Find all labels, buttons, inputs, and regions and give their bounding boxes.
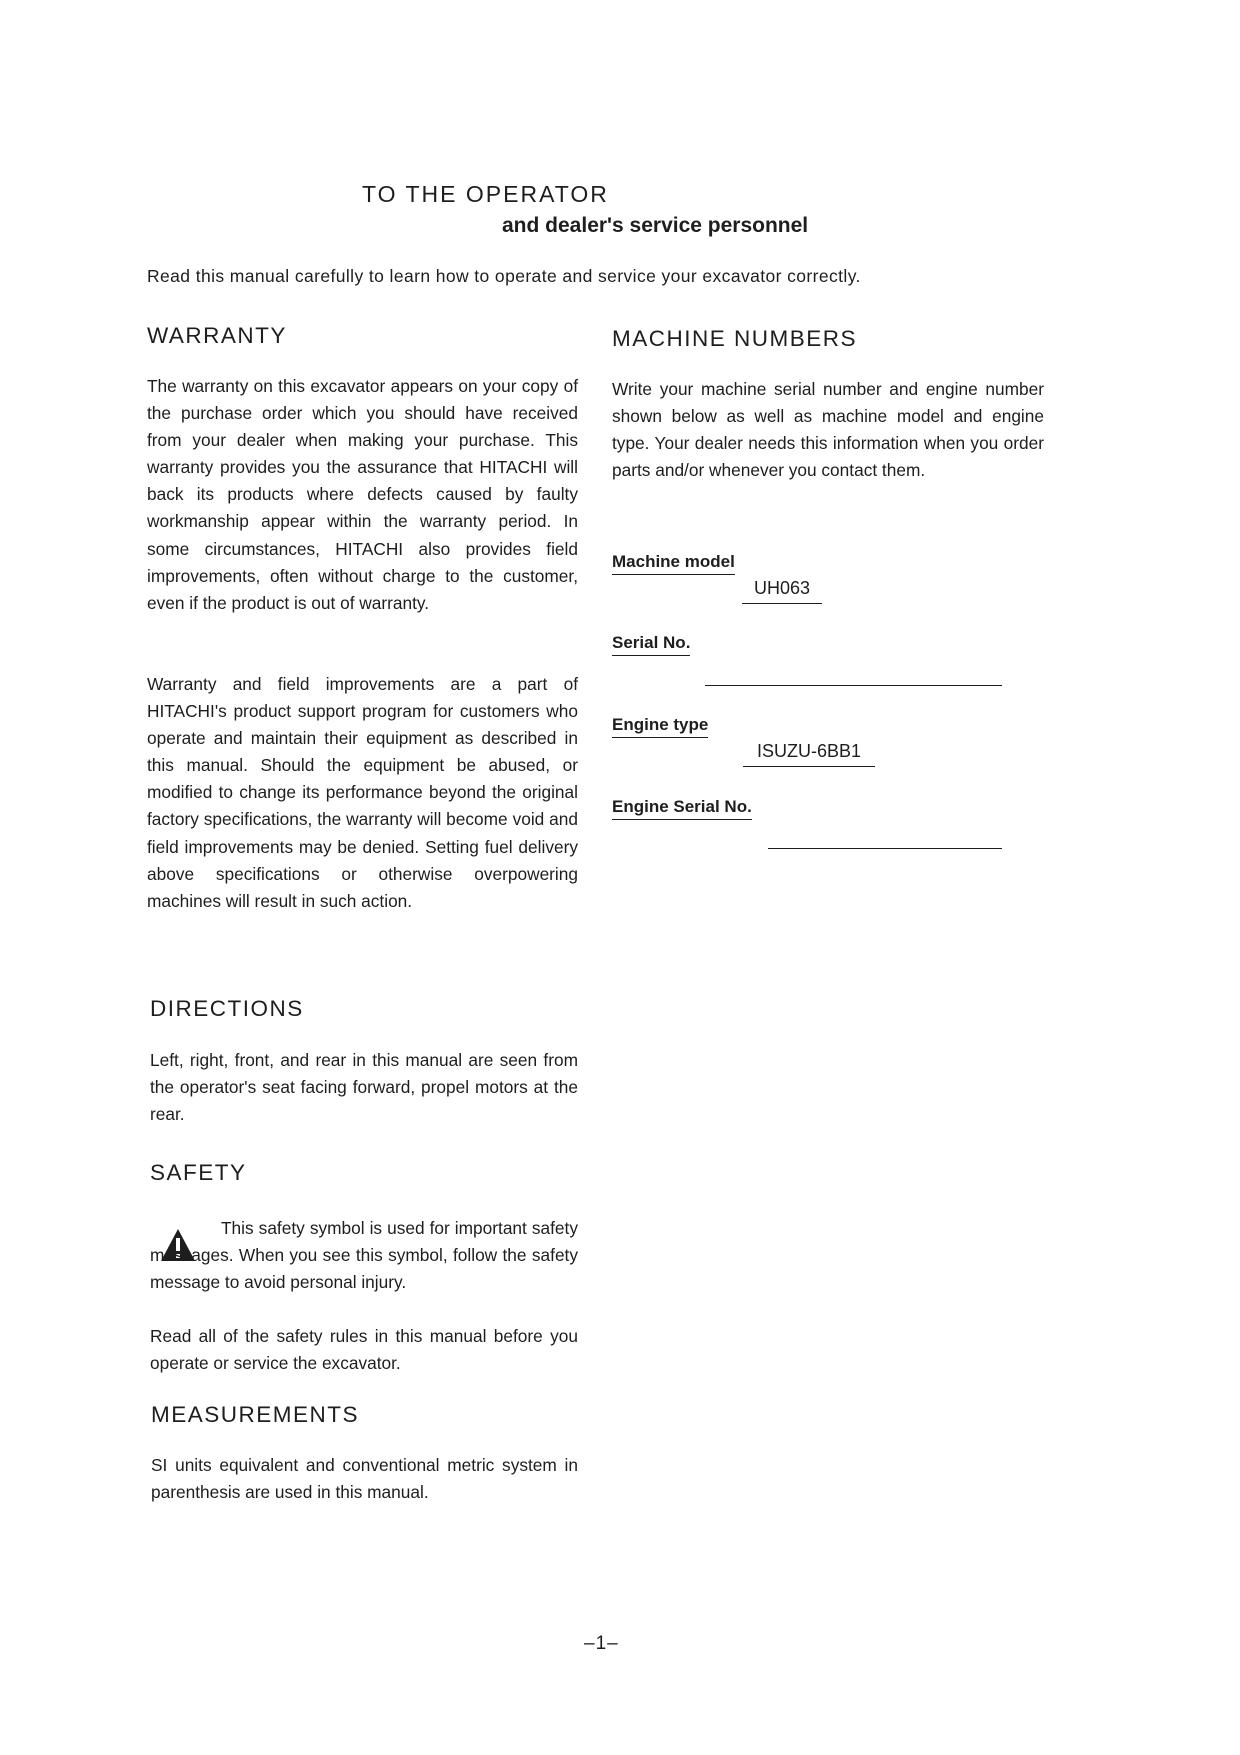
- machine-model-label: Machine model: [612, 552, 735, 575]
- engine-type-label: Engine type: [612, 715, 708, 738]
- page-number: –1–: [584, 1633, 619, 1654]
- safety-heading: SAFETY: [150, 1160, 247, 1185]
- safety-text-2: Read all of the safety rules in this manual before you operate or service the excavator.: [150, 1326, 578, 1374]
- engine-serial-label: Engine Serial No.: [612, 797, 752, 820]
- measurements-text: SI units equivalent and conventional metric system in parenthesis are used in this manual.: [151, 1455, 578, 1503]
- directions-text: Left, right, front, and rear in this manual are seen from the operator's seat facing forward, propel motors at the rear.: [150, 1050, 578, 1125]
- measurements-heading: MEASUREMENTS: [151, 1402, 360, 1427]
- page-title: TO THE OPERATOR: [362, 181, 609, 207]
- warranty-text: The warranty on this excavator appears on your copy of the purchase order which you should have received from your dealer when making your purchase. This warranty provides you the assurance that HITACHI will back its products where defects caused by faulty workmanship appear within the warranty period. In some circumstances, HITACHI also provides field improvements, often without charge to the customer, even if the product is out of warranty.: [147, 376, 578, 613]
- machine-numbers-heading: MACHINE NUMBERS: [612, 326, 858, 351]
- intro-text: Read this manual carefully to learn how to operate and service your excavator correctly.: [147, 266, 861, 286]
- engine-serial-blank: [768, 848, 1002, 849]
- safety-text: This safety symbol is used for important safety messages. When you see this symbol, follow the safety message to avoid personal injury.: [150, 1218, 578, 1293]
- engine-type-value: ISUZU-6BB1: [743, 741, 875, 767]
- warranty-text-2: Warranty and field improvements are a part of HITACHI's product support program for customers who operate and maintain their equipment as described in this manual. Should the equipment be abused, or modified to change its performance beyond the original factory specifications, the warranty will become void and field improvements may be denied. Setting fuel delivery above specifications or otherwise overpowering machines will result in such action.: [147, 674, 578, 911]
- page-subtitle: and dealer's service personnel: [502, 214, 809, 237]
- machine-numbers-text: Write your machine serial number and engine number shown below as well as machine model and engine type. Your dealer needs this information when you order parts and/or whenever you contact them.: [612, 379, 1044, 481]
- directions-heading: DIRECTIONS: [150, 996, 304, 1021]
- serial-no-blank: [705, 685, 1002, 686]
- warranty-heading: WARRANTY: [147, 323, 287, 348]
- serial-no-label: Serial No.: [612, 633, 690, 656]
- machine-model-value: UH063: [742, 578, 822, 604]
